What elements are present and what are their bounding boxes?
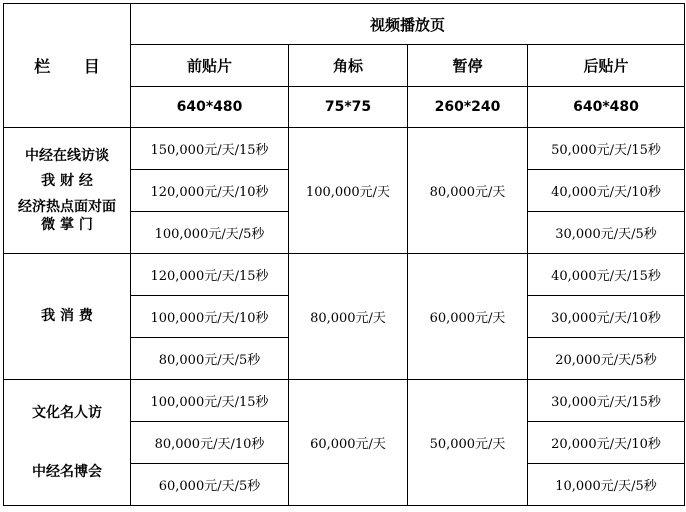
post-roll-price: 40,000元/天/15秒 [528, 254, 685, 296]
post-roll-price: 10,000元/天/5秒 [528, 464, 685, 506]
size-corner: 75*75 [289, 87, 408, 128]
post-roll-price: 40,000元/天/10秒 [528, 170, 685, 212]
post-roll-price: 20,000元/天/5秒 [528, 338, 685, 380]
section-name: 中经在线访谈 [25, 148, 109, 165]
ad-type-corner: 角标 [289, 45, 408, 87]
page-title: 视频播放页 [131, 4, 685, 45]
corner-price: 100,000元/天 [289, 128, 408, 254]
pre-roll-price: 80,000元/天/5秒 [131, 338, 289, 380]
pre-roll-price: 100,000元/天/15秒 [131, 380, 289, 422]
pause-price: 60,000元/天 [408, 254, 528, 380]
section-name: 经济热点面对面 [18, 198, 116, 215]
video-ad-pricing-table [3, 3, 685, 506]
section-name: 中经名博会 [32, 463, 102, 480]
size-pre-roll: 640*480 [131, 87, 289, 128]
pre-roll-price: 80,000元/天/10秒 [131, 422, 289, 464]
pre-roll-price: 120,000元/天/10秒 [131, 170, 289, 212]
table-row [4, 128, 685, 170]
pre-roll-price: 100,000元/天/5秒 [131, 212, 289, 254]
ad-type-pause: 暂停 [408, 45, 528, 87]
size-post-roll: 640*480 [528, 87, 685, 128]
pricing-table-wrapper [3, 3, 685, 506]
pause-price: 50,000元/天 [408, 380, 528, 506]
section-name-cell [4, 380, 131, 506]
section-name-cell [4, 128, 131, 254]
section-name: 文化名人访 [32, 405, 102, 422]
post-roll-price: 20,000元/天/10秒 [528, 422, 685, 464]
ad-type-pre-roll: 前贴片 [131, 45, 289, 87]
corner-price: 60,000元/天 [289, 380, 408, 506]
ad-type-post-roll: 后贴片 [528, 45, 685, 87]
section-name-cell [4, 254, 131, 380]
section-name: 微 掌 门 [41, 216, 93, 233]
size-pause: 260*240 [408, 87, 528, 128]
pre-roll-price: 150,000元/天/15秒 [131, 128, 289, 170]
pre-roll-price: 60,000元/天/5秒 [131, 464, 289, 506]
section-name: 我 财 经 [41, 173, 93, 190]
pre-roll-price: 100,000元/天/10秒 [131, 296, 289, 338]
header-row-title [4, 4, 685, 45]
pre-roll-price: 120,000元/天/15秒 [131, 254, 289, 296]
corner-price: 80,000元/天 [289, 254, 408, 380]
pause-price: 80,000元/天 [408, 128, 528, 254]
post-roll-price: 30,000元/天/15秒 [528, 380, 685, 422]
table-row [4, 380, 685, 422]
post-roll-price: 30,000元/天/10秒 [528, 296, 685, 338]
table-row [4, 254, 685, 296]
section-name: 我 消 费 [41, 308, 93, 325]
post-roll-price: 50,000元/天/15秒 [528, 128, 685, 170]
post-roll-price: 30,000元/天/5秒 [528, 212, 685, 254]
column-label-cell: 栏 目 [4, 4, 131, 128]
